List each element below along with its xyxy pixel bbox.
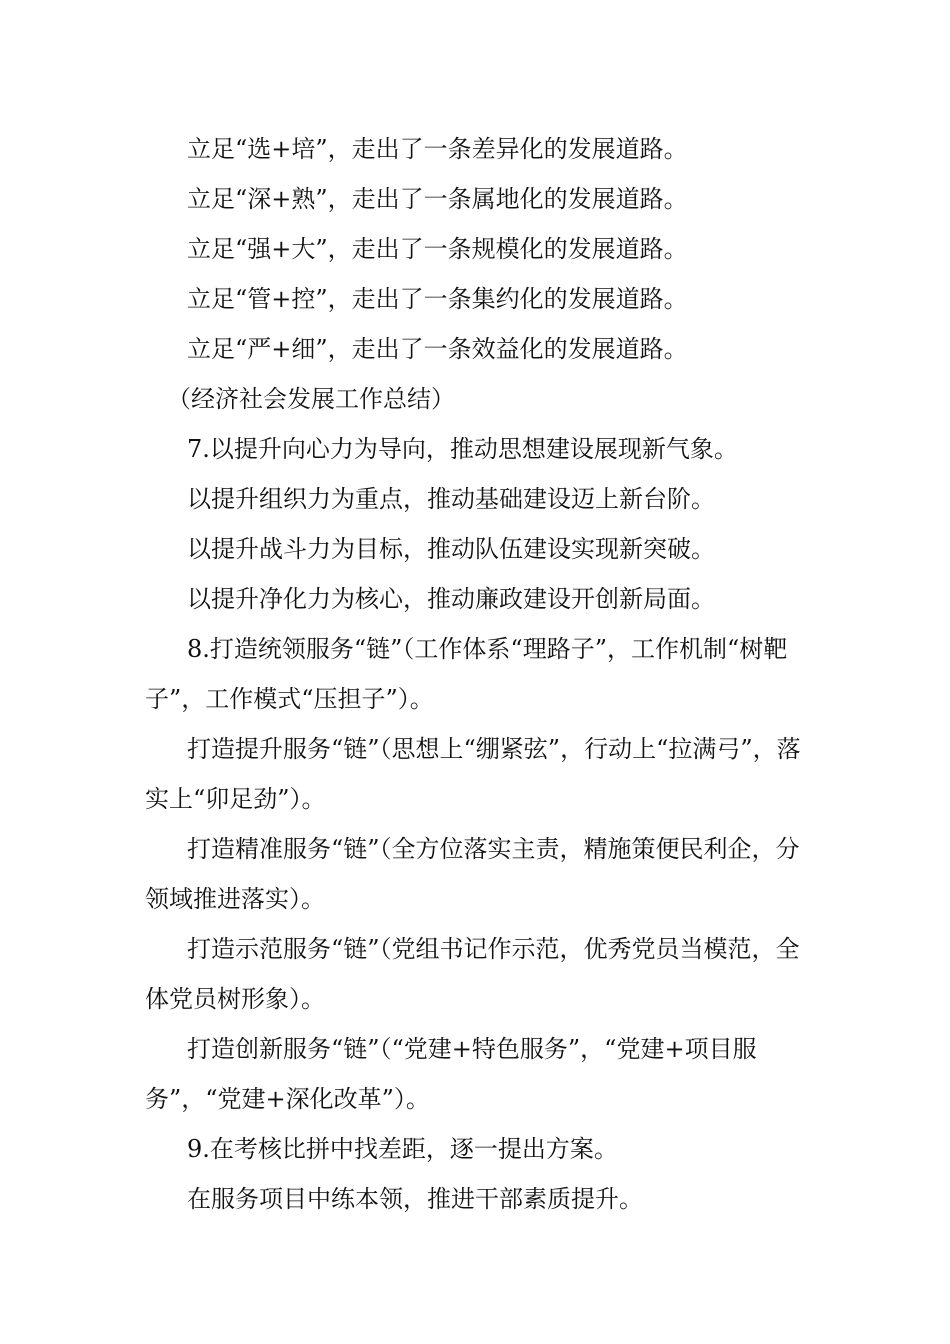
paragraph: 在服务项目中练本领，推进干部素质提升。 [187, 1185, 643, 1213]
paragraph: 立足“管+控”，走出了一条集约化的发展道路。 [187, 285, 688, 313]
paragraph: 打造示范服务“链”（党组书记作示范，优秀党员当模范，全体党员树形象）。 [145, 935, 800, 1013]
paragraph: 以提升净化力为核心，推动廉政建设开创新局面。 [187, 585, 715, 613]
paragraph: 立足“深+熟”，走出了一条属地化的发展道路。 [187, 185, 688, 213]
paragraph: 打造创新服务“链”（“党建+特色服务”，“党建+项目服务”，“党建+深化改革”）。 [145, 1035, 757, 1113]
paragraph: 8.打造统领服务“链”（工作体系“理路子”，工作机制“树靶子”，工作模式“压担子”）。 [145, 635, 788, 713]
paragraph: 立足“选+培”，走出了一条差异化的发展道路。 [187, 135, 688, 163]
paragraph: 9.在考核比拼中找差距，逐一提出方案。 [187, 1135, 618, 1163]
paragraph: 立足“强+大”，走出了一条规模化的发展道路。 [187, 235, 688, 263]
paragraph: （经济社会发展工作总结） [167, 385, 455, 413]
paragraph: 以提升组织力为重点，推动基础建设迈上新台阶。 [187, 485, 715, 513]
paragraph: 7.以提升向心力为导向，推动思想建设展现新气象。 [187, 435, 738, 463]
paragraph: 立足“严+细”，走出了一条效益化的发展道路。 [187, 335, 688, 363]
document-body [145, 124, 810, 1224]
paragraph: 以提升战斗力为目标，推动队伍建设实现新突破。 [187, 535, 715, 563]
paragraph: 打造精准服务“链”（全方位落实主责，精施策便民利企，分领域推进落实）。 [145, 835, 800, 913]
paragraph: 打造提升服务“链”（思想上“绷紧弦”，行动上“拉满弓”，落实上“卯足劲”）。 [145, 735, 801, 813]
